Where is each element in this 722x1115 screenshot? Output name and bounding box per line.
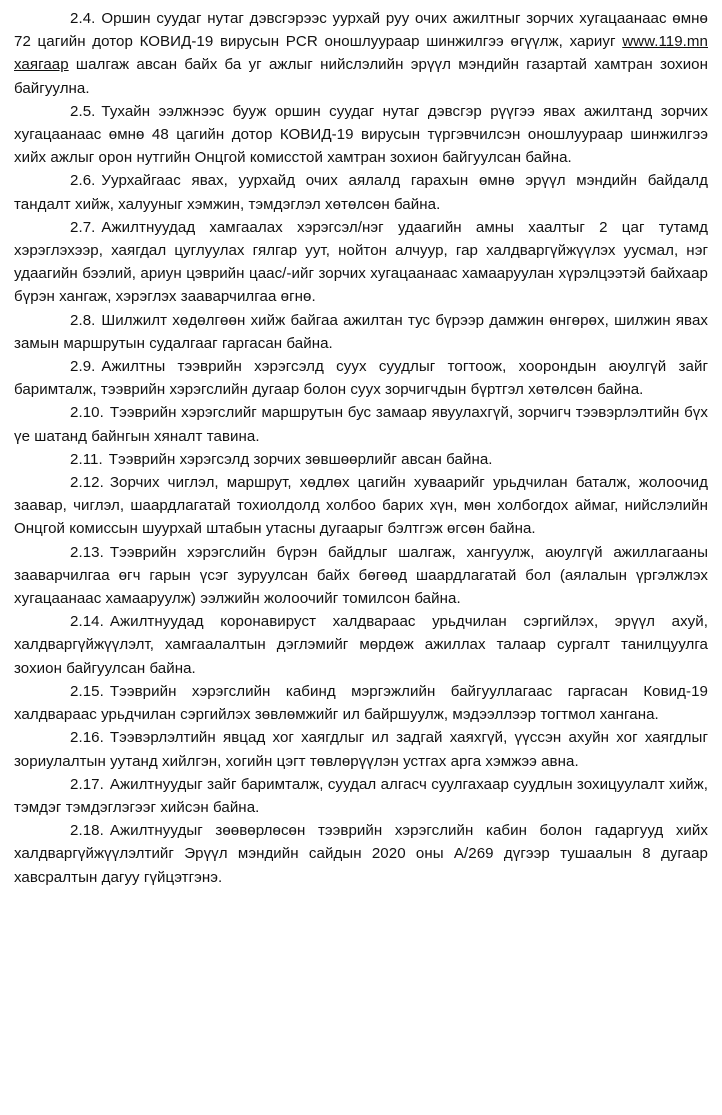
paragraph-number: 2.7.: [70, 218, 96, 236]
paragraph-text: Тээврийн хэрэгслийг маршрутын бус замаар явуулахгүй, зорчигч тээвэрлэлтийн бүх үе шатанд байнгын хяналт тавина.: [14, 404, 708, 445]
paragraph-number: 2.5.: [70, 102, 96, 120]
paragraph-number: 2.4.: [70, 10, 96, 27]
paragraph-2-12: [14, 471, 708, 541]
paragraph-number: 2.14.: [70, 613, 104, 631]
paragraph-number: 2.8.: [70, 311, 96, 329]
paragraph-2-10: [14, 401, 708, 447]
paragraph-text: Тээврийн хэрэгслийн бүрэн байдлыг шалгаж, хангуулж, аюулгүй ажиллагааны зааварчилгаа өгч гарын үсэг зуруулсан байх бөгөөд шаардлагатай бол (аялалын үргэлжлэх хугацаанаас хамааруулж) ээлжийн жолоочийг томилсон байна.: [14, 543, 708, 608]
paragraph-text: Ажилтнуудад хамгаалах хэрэгсэл/нэг удаагийн амны хаалтыг 2 цаг тутамд хэрэглэхээр, хаягдал цуглуулах гялгар уут, нойтон алчуур, гар халдваргүйжүүлэх уусмал, нэг удаагийн бээлий, ариун цэврийн цаас/-ийг зорчих хугацаанаас хамааруулан хүрэлцээтэй байхаар бүрэн хангаж, хэрэглэх зааварчилгаа өгнө.: [14, 218, 708, 306]
paragraph-text: Тээврийн хэрэгсэлд зорчих зөвшөөрлийг авсан байна.: [108, 450, 493, 468]
paragraph-2-5: [14, 100, 708, 170]
paragraph-text: Тээвэрлэлтийн явцад хог хаягдлыг ил задгай хаяхгүй, үүссэн ахуйн хог хаягдлыг зориулалтын уутанд хийлгэн, хогийн цэгт төвлөрүүлэн устгах арга хэмжээ авна.: [14, 729, 708, 770]
paragraph-text: Уурхайгаас явах, уурхайд очих аялалд гарахын өмнө эрүүл мэндийн байдалд тандалт хийж, халууныг хэмжин, тэмдэглэл хөтөлсөн байна.: [14, 172, 708, 213]
paragraph-number: 2.18.: [70, 822, 104, 840]
paragraph-text: Ажилтны тээврийн хэрэгсэлд суух суудлыг тогтоож, хоорондын аюулгүй зайг баримталж, тээврийн хэрэгслийн дугаар болон суух зорчигчдын бүртгэл хөтөлсөн байна.: [14, 358, 708, 399]
paragraph-number: 2.16.: [70, 729, 104, 747]
paragraph-text-continued: шалгаж авсан байх ба уг ажлыг нийслэлийн эрүүл мэндийн газартай хамтран зохион байгуулна.: [14, 56, 708, 97]
paragraph-text: Тухайн ээлжнээс бууж оршин суудаг нутаг дэвсгэр рүүгээ явах ажилтанд зорчих хугацаанаас өмнө 48 цагийн дотор КОВИД-19 вирусын түргэвчилсэн оношлуураар шинжилгээ хийх ажлыг орон нутгийн Онцгой комисстой хамтран зохион байгуулсан байна.: [14, 102, 708, 167]
paragraph-number: 2.10.: [70, 404, 104, 422]
paragraph-number: 2.13.: [70, 543, 104, 561]
paragraph-number: 2.12.: [70, 474, 104, 492]
website-link[interactable]: www.119.mn хаягаар: [14, 33, 708, 74]
paragraph-number: 2.15.: [70, 682, 104, 700]
paragraph-text: Ажилтнуудыг зайг баримталж, суудал алгасч суулгахаар суудлын зохицуулалт хийж, тэмдэг тэмдэглэгээг хийсэн байна.: [14, 775, 708, 816]
paragraph-2-14: [14, 610, 708, 680]
paragraph-text: Ажилтнуудыг зөөвөрлөсөн тээврийн хэрэгслийн кабин болон гадаргууд хийх халдваргүйжүүлэлтийг Эрүүл мэндийн сайдын 2020 оны А/269 дүгээр тушаалын 8 дугаар хавсралтын дагуу гүйцэтгэнэ.: [14, 822, 708, 886]
paragraph-2-11: [14, 448, 708, 471]
paragraph-2-4: [14, 7, 708, 100]
document-body: [14, 7, 708, 889]
paragraph-text: Тээврийн хэрэгслийн кабинд мэргэжлийн байгууллагаас гаргасан Ковид-19 халдвараас урьдчилан сэргийлэх зөвлөмжийг ил байршуулж, мэдээллээр тогтмол хангана.: [14, 682, 708, 724]
paragraph-2-13: [14, 541, 708, 611]
paragraph-2-7: [14, 216, 708, 309]
paragraph-2-9: [14, 355, 708, 401]
paragraph-2-6: [14, 169, 708, 215]
paragraph-2-16: [14, 726, 708, 772]
paragraph-text: Ажилтнуудад коронавируст халдвараас урьдчилан сэргийлэх, эрүүл ахуй, халдваргүйжүүлэлт, хамгаалалтын дэглэмийг мөрдөж ажиллах талаар сургалт танилцуулга зохион байгуулсан байна.: [14, 613, 708, 677]
paragraph-2-15: [14, 680, 708, 726]
paragraph-number: 2.11.: [70, 450, 103, 468]
paragraph-number: 2.6.: [70, 172, 96, 190]
paragraph-number: 2.17.: [70, 775, 104, 793]
paragraph-text: Оршин суудаг нутаг дэвсгэрээс уурхай руу очих ажилтныг зорчих хугацаанаас өмнө 72 цагийн дотор КОВИД-19 вирусын PCR оношлуураар шинжилгээ өгүүлж, хариуг: [14, 10, 708, 51]
paragraph-text: Шилжилт хөдөлгөөн хийж байгаа ажилтан тус бүрээр дамжин өнгөрөх, шилжин явах замын маршрутын судалгааг гаргасан байна.: [14, 311, 708, 352]
paragraph-2-18: [14, 819, 708, 889]
paragraph-2-8: [14, 309, 708, 355]
paragraph-2-17: [14, 773, 708, 819]
paragraph-number: 2.9.: [70, 358, 96, 376]
paragraph-text: Зорчих чиглэл, маршрут, хөдлөх цагийн хуваарийг урьдчилан баталж, жолоочид заавар, чиглэл, шаардлагатай тохиолдолд холбоо барих хүн, мөн холбогдох аймаг, нийслэлийн Онцгой комиссын шуурхай штабын утасны дугаарыг бэлтгэж өгсөн байна.: [14, 474, 708, 538]
